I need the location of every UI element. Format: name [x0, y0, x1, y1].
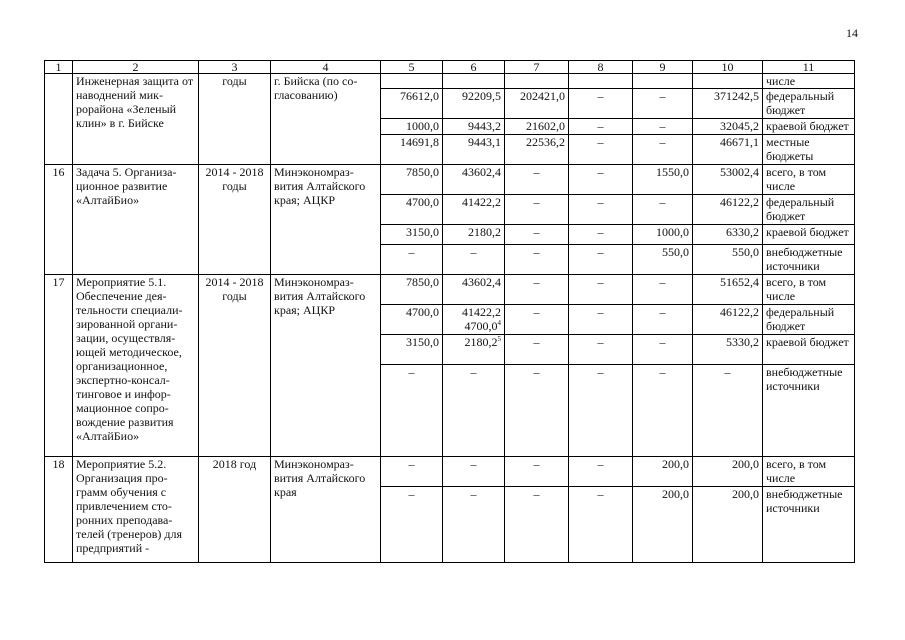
table-row [45, 165, 855, 195]
value-cell: 7850,0 [381, 165, 443, 195]
period-cell: годы [199, 74, 271, 165]
executor-cell: Минэкономраз-вития Алтайского края; АЦКР [271, 165, 381, 275]
header-cell: 2 [73, 61, 199, 74]
value-cell: 9443,2 [443, 119, 505, 135]
header-cell: 5 [381, 61, 443, 74]
value-cell: 2180,2 [443, 225, 505, 245]
value-cell: 200,0 [693, 457, 763, 487]
value-cell: – [569, 305, 633, 335]
value-cell: – [569, 487, 633, 563]
header-cell: 7 [505, 61, 569, 74]
value-cell: – [569, 119, 633, 135]
header-cell: 11 [763, 61, 855, 74]
budget-table [44, 60, 855, 563]
value-cell: 550,0 [633, 245, 693, 275]
value-cell: – [505, 487, 569, 563]
period-cell: 2018 год [199, 457, 271, 563]
item-name-cell: Задача 5. Организа-ционное развитие «АлтайБио» [73, 165, 199, 275]
value-cell: 3150,0 [381, 225, 443, 245]
value-cell: – [633, 135, 693, 165]
value-cell: 14691,8 [381, 135, 443, 165]
value-cell: – [569, 165, 633, 195]
header-cell: 9 [633, 61, 693, 74]
value-cell: – [443, 487, 505, 563]
header-cell: 1 [45, 61, 73, 74]
value-cell: 43602,4 [443, 165, 505, 195]
value-cell: – [569, 89, 633, 119]
value-cell-stacked [443, 305, 505, 335]
value-cell: – [505, 195, 569, 225]
value-cell: – [633, 365, 693, 457]
source-cell: всего, в том числе [763, 275, 855, 305]
period-cell: 2014 - 2018 годы [199, 275, 271, 457]
value-cell: – [443, 245, 505, 275]
value-cell: – [569, 225, 633, 245]
value-cell: – [569, 457, 633, 487]
value-cell [633, 74, 693, 89]
value-cell: – [569, 195, 633, 225]
header-cell: 4 [271, 61, 381, 74]
header-cell: 6 [443, 61, 505, 74]
value-cell: – [505, 225, 569, 245]
source-cell: всего, в том числе [763, 165, 855, 195]
value-cell: 46671,1 [693, 135, 763, 165]
value-cell [569, 74, 633, 89]
item-name-cell: Мероприятие 5.1. Обеспечение дея-тельности специали-зированной органи-зации, осуществля-ющей методическое, организационное, экспертно-консал-тинговое и инфор-мационное сопро-вождение развития «АлтайБио» [73, 275, 199, 457]
period-cell: 2014 - 2018 годы [199, 165, 271, 275]
value-cell: – [505, 165, 569, 195]
header-cell: 3 [199, 61, 271, 74]
header-cell: 10 [693, 61, 763, 74]
value-line [446, 319, 501, 333]
value-cell: 51652,4 [693, 275, 763, 305]
value-cell: – [443, 365, 505, 457]
value-cell [443, 74, 505, 89]
value-cell: 1550,0 [633, 165, 693, 195]
row-number-cell: 16 [45, 165, 73, 275]
source-cell: внебюджетные источники [763, 365, 855, 457]
value-text: 4700,0 [464, 319, 498, 333]
value-cell: 9443,1 [443, 135, 505, 165]
executor-cell: Минэкономраз-вития Алтайского края; АЦКР [271, 275, 381, 457]
value-cell: – [505, 305, 569, 335]
table-header-row [45, 61, 855, 74]
value-cell: 5330,2 [693, 335, 763, 365]
value-cell: 4700,0 [381, 195, 443, 225]
value-cell: 46122,2 [693, 305, 763, 335]
value-cell: 76612,0 [381, 89, 443, 119]
executor-cell: Минэкономраз-вития Алтайского края [271, 457, 381, 563]
value-cell: – [381, 365, 443, 457]
source-cell: краевой бюджет [763, 119, 855, 135]
value-cell: 200,0 [633, 457, 693, 487]
value-cell: 92209,5 [443, 89, 505, 119]
value-cell: – [633, 119, 693, 135]
value-cell: – [633, 335, 693, 365]
value-line: 41422,2 [462, 305, 501, 319]
value-cell: – [693, 365, 763, 457]
value-cell: – [633, 275, 693, 305]
footnote-marker: 5 [497, 335, 501, 343]
value-cell: – [569, 365, 633, 457]
value-cell: – [443, 457, 505, 487]
value-cell [381, 74, 443, 89]
value-cell: – [381, 487, 443, 563]
value-cell: – [505, 457, 569, 487]
value-cell: 550,0 [693, 245, 763, 275]
value-text: 2180,2 [464, 335, 498, 349]
value-cell: – [505, 365, 569, 457]
value-cell: 53002,4 [693, 165, 763, 195]
value-cell: – [569, 245, 633, 275]
item-name-cell: Инженерная защита от наводнений мик-рорайона «Зеленый клин» в г. Бийске [73, 74, 199, 165]
value-cell: 3150,0 [381, 335, 443, 365]
value-cell [693, 74, 763, 89]
value-cell: 200,0 [633, 487, 693, 563]
value-cell: – [569, 275, 633, 305]
source-cell: внебюджетные источники [763, 487, 855, 563]
value-cell [443, 335, 505, 365]
value-cell: 22536,2 [505, 135, 569, 165]
value-cell: – [633, 89, 693, 119]
source-cell: федеральный бюджет [763, 195, 855, 225]
value-cell: 6330,2 [693, 225, 763, 245]
value-cell: 4700,0 [381, 305, 443, 335]
value-cell: 41422,2 [443, 195, 505, 225]
value-cell: – [505, 335, 569, 365]
page-number: 14 [846, 26, 858, 40]
row-number-cell: 18 [45, 457, 73, 563]
table-row [45, 457, 855, 487]
item-name-cell: Мероприятие 5.2. Организация про-грамм обучения с привлечением сто-ронних преподава-телей (тренеров) для предприятий - [73, 457, 199, 563]
value-cell: – [381, 245, 443, 275]
value-cell: 371242,5 [693, 89, 763, 119]
value-cell: 202421,0 [505, 89, 569, 119]
value-cell: 21602,0 [505, 119, 569, 135]
value-cell: – [381, 457, 443, 487]
executor-cell: г. Бийска (по со-гласованию) [271, 74, 381, 165]
value-cell: 43602,4 [443, 275, 505, 305]
value-cell: – [633, 305, 693, 335]
value-cell: 32045,2 [693, 119, 763, 135]
value-cell [505, 74, 569, 89]
table-row [45, 74, 855, 89]
source-cell: федеральный бюджет [763, 89, 855, 119]
value-cell: – [505, 245, 569, 275]
source-cell: краевой бюджет [763, 335, 855, 365]
row-number-cell [45, 74, 73, 165]
value-cell: 200,0 [693, 487, 763, 563]
source-cell: числе [763, 74, 855, 89]
source-cell: краевой бюджет [763, 225, 855, 245]
header-cell: 8 [569, 61, 633, 74]
footnote-marker: 4 [497, 319, 501, 327]
source-cell: внебюджетные источники [763, 245, 855, 275]
value-cell: 7850,0 [381, 275, 443, 305]
value-cell: – [633, 195, 693, 225]
row-number-cell: 17 [45, 275, 73, 457]
source-cell: федеральный бюджет [763, 305, 855, 335]
value-cell: – [569, 135, 633, 165]
value-cell: – [569, 335, 633, 365]
value-cell: – [505, 275, 569, 305]
table-row [45, 275, 855, 305]
value-cell: 1000,0 [633, 225, 693, 245]
source-cell: всего, в том числе [763, 457, 855, 487]
value-cell: 46122,2 [693, 195, 763, 225]
source-cell: местные бюджеты [763, 135, 855, 165]
value-cell: 1000,0 [381, 119, 443, 135]
